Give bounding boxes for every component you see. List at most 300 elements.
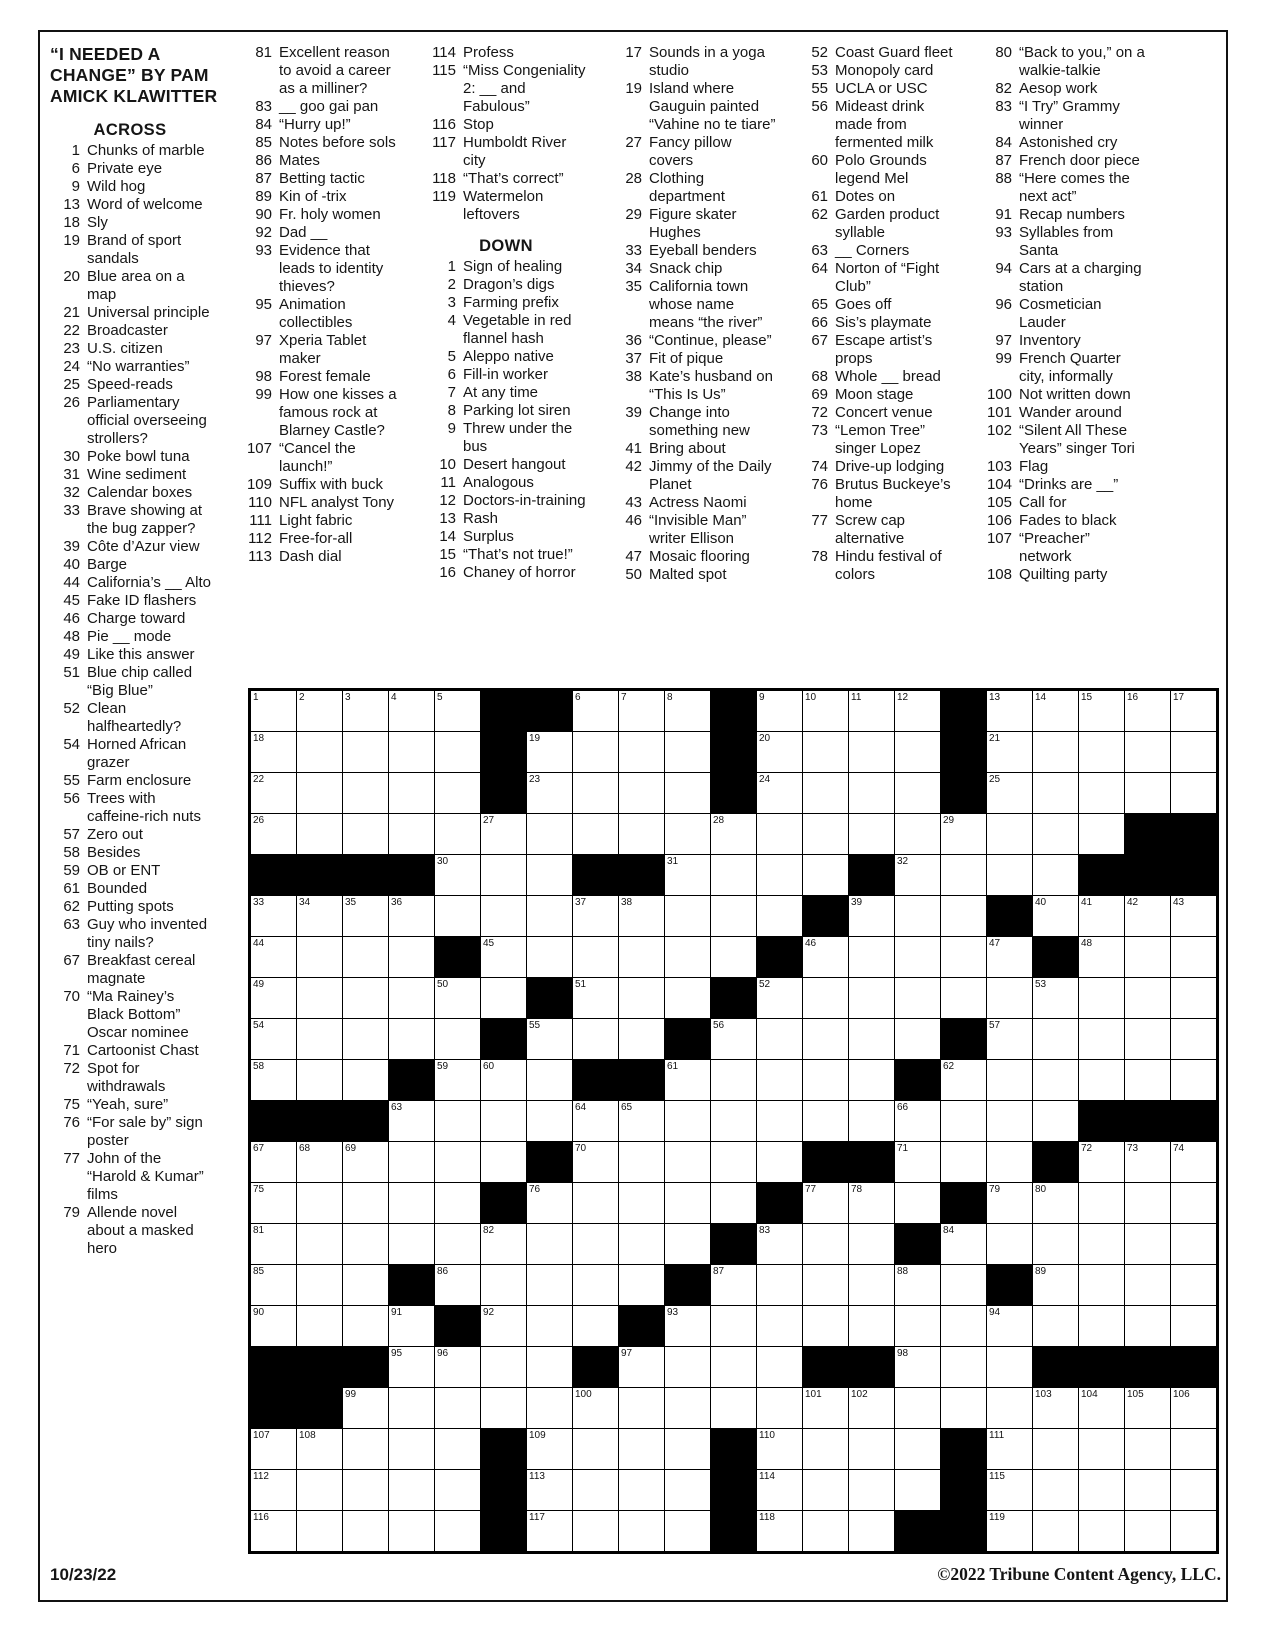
grid-cell[interactable]	[251, 1060, 296, 1100]
grid-cell[interactable]	[343, 732, 388, 772]
grid-cell[interactable]	[1171, 896, 1216, 936]
grid-cell[interactable]	[1079, 978, 1124, 1018]
grid-cell[interactable]	[1171, 937, 1216, 977]
grid-cell[interactable]	[665, 896, 710, 936]
grid-cell[interactable]	[435, 1101, 480, 1141]
grid-cell[interactable]	[987, 1347, 1032, 1387]
grid-cell[interactable]	[389, 1306, 434, 1346]
grid-cell[interactable]	[849, 1470, 894, 1510]
grid-cell[interactable]	[435, 896, 480, 936]
grid-cell[interactable]	[1033, 1306, 1078, 1346]
grid-cell[interactable]	[389, 732, 434, 772]
grid-cell[interactable]	[803, 1388, 848, 1428]
grid-cell[interactable]	[803, 855, 848, 895]
grid-cell[interactable]	[343, 1183, 388, 1223]
grid-cell[interactable]	[665, 1511, 710, 1551]
grid-cell[interactable]	[941, 1388, 986, 1428]
grid-cell[interactable]	[527, 1511, 572, 1551]
grid-cell[interactable]	[389, 1429, 434, 1469]
grid-cell[interactable]	[297, 1306, 342, 1346]
grid-cell[interactable]	[757, 773, 802, 813]
grid-cell[interactable]	[941, 1306, 986, 1346]
grid-cell[interactable]	[849, 691, 894, 731]
grid-cell[interactable]	[251, 1183, 296, 1223]
grid-cell[interactable]	[1125, 1511, 1170, 1551]
grid-cell[interactable]	[895, 1019, 940, 1059]
grid-cell[interactable]	[941, 1265, 986, 1305]
grid-cell[interactable]	[987, 732, 1032, 772]
grid-cell[interactable]	[987, 691, 1032, 731]
grid-cell[interactable]	[481, 978, 526, 1018]
grid-cell[interactable]	[1125, 1429, 1170, 1469]
grid-cell[interactable]	[251, 814, 296, 854]
grid-cell[interactable]	[1033, 1429, 1078, 1469]
grid-cell[interactable]	[527, 1306, 572, 1346]
grid-cell[interactable]	[527, 1101, 572, 1141]
grid-cell[interactable]	[757, 855, 802, 895]
grid-cell[interactable]	[389, 1019, 434, 1059]
grid-cell[interactable]	[481, 1060, 526, 1100]
grid-cell[interactable]	[1033, 732, 1078, 772]
grid-cell[interactable]	[619, 1470, 664, 1510]
grid-cell[interactable]	[251, 978, 296, 1018]
grid-cell[interactable]	[895, 978, 940, 1018]
grid-cell[interactable]	[665, 1470, 710, 1510]
grid-cell[interactable]	[1125, 978, 1170, 1018]
grid-cell[interactable]	[849, 1511, 894, 1551]
grid-cell[interactable]	[987, 1470, 1032, 1510]
grid-cell[interactable]	[1079, 1306, 1124, 1346]
grid-cell[interactable]	[987, 814, 1032, 854]
grid-cell[interactable]	[1033, 814, 1078, 854]
grid-cell[interactable]	[757, 1060, 802, 1100]
grid-cell[interactable]	[389, 1224, 434, 1264]
grid-cell[interactable]	[527, 732, 572, 772]
grid-cell[interactable]	[895, 1470, 940, 1510]
grid-cell[interactable]	[527, 773, 572, 813]
grid-cell[interactable]	[573, 814, 618, 854]
grid-cell[interactable]	[481, 1306, 526, 1346]
grid-cell[interactable]	[573, 773, 618, 813]
grid-cell[interactable]	[389, 896, 434, 936]
grid-cell[interactable]	[573, 1429, 618, 1469]
grid-cell[interactable]	[619, 1429, 664, 1469]
grid-cell[interactable]	[619, 1265, 664, 1305]
grid-cell[interactable]	[527, 1347, 572, 1387]
grid-cell[interactable]	[987, 1101, 1032, 1141]
grid-cell[interactable]	[665, 1429, 710, 1469]
grid-cell[interactable]	[297, 773, 342, 813]
grid-cell[interactable]	[573, 1306, 618, 1346]
grid-cell[interactable]	[1171, 1429, 1216, 1469]
grid-cell[interactable]	[941, 1224, 986, 1264]
grid-cell[interactable]	[1125, 691, 1170, 731]
grid-cell[interactable]	[343, 814, 388, 854]
grid-cell[interactable]	[1171, 1388, 1216, 1428]
grid-cell[interactable]	[527, 1019, 572, 1059]
grid-cell[interactable]	[849, 937, 894, 977]
grid-cell[interactable]	[481, 1101, 526, 1141]
grid-cell[interactable]	[389, 1142, 434, 1182]
grid-cell[interactable]	[1125, 732, 1170, 772]
grid-cell[interactable]	[1033, 855, 1078, 895]
grid-cell[interactable]	[895, 691, 940, 731]
grid-cell[interactable]	[481, 814, 526, 854]
grid-cell[interactable]	[435, 1183, 480, 1223]
grid-cell[interactable]	[1079, 1388, 1124, 1428]
grid-cell[interactable]	[895, 1265, 940, 1305]
grid-cell[interactable]	[297, 896, 342, 936]
grid-cell[interactable]	[389, 1183, 434, 1223]
grid-cell[interactable]	[1171, 691, 1216, 731]
grid-cell[interactable]	[711, 896, 756, 936]
grid-cell[interactable]	[987, 1511, 1032, 1551]
grid-cell[interactable]	[757, 691, 802, 731]
grid-cell[interactable]	[1171, 1265, 1216, 1305]
grid-cell[interactable]	[803, 1470, 848, 1510]
grid-cell[interactable]	[665, 1306, 710, 1346]
grid-cell[interactable]	[1079, 1429, 1124, 1469]
grid-cell[interactable]	[803, 978, 848, 1018]
grid-cell[interactable]	[481, 937, 526, 977]
grid-cell[interactable]	[1079, 896, 1124, 936]
grid-cell[interactable]	[343, 1142, 388, 1182]
grid-cell[interactable]	[435, 1142, 480, 1182]
grid-cell[interactable]	[573, 1470, 618, 1510]
grid-cell[interactable]	[527, 814, 572, 854]
grid-cell[interactable]	[619, 691, 664, 731]
grid-cell[interactable]	[1033, 1265, 1078, 1305]
grid-cell[interactable]	[1079, 937, 1124, 977]
grid-cell[interactable]	[619, 814, 664, 854]
grid-cell[interactable]	[1171, 1060, 1216, 1100]
grid-cell[interactable]	[435, 1388, 480, 1428]
grid-cell[interactable]	[527, 1429, 572, 1469]
grid-cell[interactable]	[297, 1265, 342, 1305]
grid-cell[interactable]	[757, 814, 802, 854]
grid-cell[interactable]	[435, 732, 480, 772]
grid-cell[interactable]	[389, 1470, 434, 1510]
grid-cell[interactable]	[987, 1060, 1032, 1100]
grid-cell[interactable]	[481, 1142, 526, 1182]
grid-cell[interactable]	[1079, 1224, 1124, 1264]
grid-cell[interactable]	[251, 896, 296, 936]
grid-cell[interactable]	[849, 896, 894, 936]
grid-cell[interactable]	[435, 1511, 480, 1551]
grid-cell[interactable]	[619, 1511, 664, 1551]
grid-cell[interactable]	[1125, 773, 1170, 813]
grid-cell[interactable]	[987, 978, 1032, 1018]
grid-cell[interactable]	[665, 937, 710, 977]
grid-cell[interactable]	[573, 896, 618, 936]
grid-cell[interactable]	[1171, 773, 1216, 813]
grid-cell[interactable]	[1125, 1224, 1170, 1264]
grid-cell[interactable]	[343, 773, 388, 813]
grid-cell[interactable]	[665, 978, 710, 1018]
grid-cell[interactable]	[343, 1388, 388, 1428]
grid-cell[interactable]	[665, 855, 710, 895]
grid-cell[interactable]	[251, 732, 296, 772]
grid-cell[interactable]	[895, 732, 940, 772]
grid-cell[interactable]	[711, 1265, 756, 1305]
grid-cell[interactable]	[849, 1183, 894, 1223]
grid-cell[interactable]	[343, 1060, 388, 1100]
grid-cell[interactable]	[665, 1388, 710, 1428]
grid-cell[interactable]	[1033, 1511, 1078, 1551]
grid-cell[interactable]	[711, 1306, 756, 1346]
grid-cell[interactable]	[941, 978, 986, 1018]
grid-cell[interactable]	[481, 896, 526, 936]
grid-cell[interactable]	[481, 855, 526, 895]
grid-cell[interactable]	[1171, 1306, 1216, 1346]
grid-cell[interactable]	[941, 855, 986, 895]
grid-cell[interactable]	[619, 1183, 664, 1223]
grid-cell[interactable]	[573, 1142, 618, 1182]
grid-cell[interactable]	[527, 896, 572, 936]
grid-cell[interactable]	[343, 1429, 388, 1469]
grid-cell[interactable]	[389, 773, 434, 813]
grid-cell[interactable]	[757, 1470, 802, 1510]
grid-cell[interactable]	[435, 1470, 480, 1510]
grid-cell[interactable]	[251, 1470, 296, 1510]
grid-cell[interactable]	[895, 1183, 940, 1223]
grid-cell[interactable]	[1125, 1306, 1170, 1346]
grid-cell[interactable]	[665, 1060, 710, 1100]
grid-cell[interactable]	[527, 1060, 572, 1100]
grid-cell[interactable]	[527, 1183, 572, 1223]
grid-cell[interactable]	[343, 691, 388, 731]
grid-cell[interactable]	[987, 1388, 1032, 1428]
grid-cell[interactable]	[1125, 937, 1170, 977]
grid-cell[interactable]	[251, 1019, 296, 1059]
grid-cell[interactable]	[389, 1388, 434, 1428]
grid-cell[interactable]	[665, 814, 710, 854]
grid-cell[interactable]	[941, 937, 986, 977]
grid-cell[interactable]	[1033, 1388, 1078, 1428]
grid-cell[interactable]	[1079, 1060, 1124, 1100]
grid-cell[interactable]	[251, 1429, 296, 1469]
grid-cell[interactable]	[849, 1265, 894, 1305]
grid-cell[interactable]	[757, 732, 802, 772]
grid-cell[interactable]	[1079, 1470, 1124, 1510]
grid-cell[interactable]	[1033, 1224, 1078, 1264]
grid-cell[interactable]	[895, 1101, 940, 1141]
grid-cell[interactable]	[1079, 1019, 1124, 1059]
grid-cell[interactable]	[1033, 1183, 1078, 1223]
grid-cell[interactable]	[757, 1306, 802, 1346]
grid-cell[interactable]	[1171, 1511, 1216, 1551]
grid-cell[interactable]	[251, 773, 296, 813]
grid-cell[interactable]	[573, 1388, 618, 1428]
grid-cell[interactable]	[343, 1306, 388, 1346]
grid-cell[interactable]	[895, 1306, 940, 1346]
grid-cell[interactable]	[435, 1224, 480, 1264]
grid-cell[interactable]	[389, 1101, 434, 1141]
grid-cell[interactable]	[1079, 1183, 1124, 1223]
grid-cell[interactable]	[803, 1183, 848, 1223]
grid-cell[interactable]	[481, 1224, 526, 1264]
grid-cell[interactable]	[297, 1511, 342, 1551]
grid-cell[interactable]	[1125, 1183, 1170, 1223]
grid-cell[interactable]	[297, 691, 342, 731]
grid-cell[interactable]	[849, 1388, 894, 1428]
grid-cell[interactable]	[619, 1101, 664, 1141]
grid-cell[interactable]	[619, 896, 664, 936]
grid-cell[interactable]	[941, 896, 986, 936]
grid-cell[interactable]	[1171, 1183, 1216, 1223]
grid-cell[interactable]	[665, 732, 710, 772]
grid-cell[interactable]	[573, 1511, 618, 1551]
grid-cell[interactable]	[297, 1429, 342, 1469]
grid-cell[interactable]	[711, 1060, 756, 1100]
grid-cell[interactable]	[711, 1347, 756, 1387]
grid-cell[interactable]	[251, 1142, 296, 1182]
grid-cell[interactable]	[711, 1183, 756, 1223]
grid-cell[interactable]	[251, 937, 296, 977]
grid-cell[interactable]	[987, 773, 1032, 813]
grid-cell[interactable]	[849, 773, 894, 813]
grid-cell[interactable]	[849, 1306, 894, 1346]
grid-cell[interactable]	[481, 1347, 526, 1387]
grid-cell[interactable]	[803, 1101, 848, 1141]
grid-cell[interactable]	[665, 1347, 710, 1387]
grid-cell[interactable]	[803, 1224, 848, 1264]
grid-cell[interactable]	[1171, 1019, 1216, 1059]
grid-cell[interactable]	[665, 1101, 710, 1141]
grid-cell[interactable]	[619, 773, 664, 813]
grid-cell[interactable]	[757, 1511, 802, 1551]
grid-cell[interactable]	[1125, 1388, 1170, 1428]
grid-cell[interactable]	[297, 937, 342, 977]
grid-cell[interactable]	[895, 1142, 940, 1182]
grid-cell[interactable]	[803, 732, 848, 772]
grid-cell[interactable]	[481, 1388, 526, 1428]
grid-cell[interactable]	[987, 1142, 1032, 1182]
grid-cell[interactable]	[1033, 691, 1078, 731]
grid-cell[interactable]	[849, 732, 894, 772]
grid-cell[interactable]	[987, 1224, 1032, 1264]
grid-cell[interactable]	[849, 1019, 894, 1059]
grid-cell[interactable]	[1079, 773, 1124, 813]
grid-cell[interactable]	[573, 1265, 618, 1305]
grid-cell[interactable]	[619, 978, 664, 1018]
grid-cell[interactable]	[343, 937, 388, 977]
grid-cell[interactable]	[297, 1224, 342, 1264]
grid-cell[interactable]	[849, 978, 894, 1018]
grid-cell[interactable]	[803, 773, 848, 813]
grid-cell[interactable]	[297, 1183, 342, 1223]
grid-cell[interactable]	[251, 1511, 296, 1551]
grid-cell[interactable]	[573, 937, 618, 977]
grid-cell[interactable]	[619, 1347, 664, 1387]
grid-cell[interactable]	[527, 1470, 572, 1510]
grid-cell[interactable]	[757, 1347, 802, 1387]
grid-cell[interactable]	[941, 1101, 986, 1141]
grid-cell[interactable]	[895, 855, 940, 895]
grid-cell[interactable]	[1171, 1142, 1216, 1182]
grid-cell[interactable]	[435, 1347, 480, 1387]
grid-cell[interactable]	[803, 1306, 848, 1346]
grid-cell[interactable]	[619, 1388, 664, 1428]
grid-cell[interactable]	[619, 1142, 664, 1182]
grid-cell[interactable]	[895, 1429, 940, 1469]
grid-cell[interactable]	[435, 691, 480, 731]
grid-cell[interactable]	[435, 1060, 480, 1100]
grid-cell[interactable]	[895, 1347, 940, 1387]
grid-cell[interactable]	[1033, 773, 1078, 813]
grid-cell[interactable]	[757, 978, 802, 1018]
grid-cell[interactable]	[343, 1470, 388, 1510]
grid-cell[interactable]	[803, 1019, 848, 1059]
grid-cell[interactable]	[481, 1265, 526, 1305]
grid-cell[interactable]	[619, 1224, 664, 1264]
grid-cell[interactable]	[573, 691, 618, 731]
grid-cell[interactable]	[987, 855, 1032, 895]
grid-cell[interactable]	[389, 814, 434, 854]
grid-cell[interactable]	[757, 1429, 802, 1469]
grid-cell[interactable]	[895, 1388, 940, 1428]
grid-cell[interactable]	[849, 814, 894, 854]
grid-cell[interactable]	[665, 1142, 710, 1182]
grid-cell[interactable]	[849, 1224, 894, 1264]
grid-cell[interactable]	[573, 1224, 618, 1264]
grid-cell[interactable]	[1033, 1101, 1078, 1141]
grid-cell[interactable]	[573, 1101, 618, 1141]
grid-cell[interactable]	[987, 1183, 1032, 1223]
grid-cell[interactable]	[941, 1060, 986, 1100]
grid-cell[interactable]	[665, 691, 710, 731]
grid-cell[interactable]	[849, 1060, 894, 1100]
grid-cell[interactable]	[297, 814, 342, 854]
grid-cell[interactable]	[343, 1511, 388, 1551]
grid-cell[interactable]	[711, 1101, 756, 1141]
grid-cell[interactable]	[1033, 896, 1078, 936]
grid-cell[interactable]	[757, 1142, 802, 1182]
grid-cell[interactable]	[1079, 691, 1124, 731]
grid-cell[interactable]	[665, 773, 710, 813]
grid-cell[interactable]	[987, 1019, 1032, 1059]
grid-cell[interactable]	[619, 1019, 664, 1059]
grid-cell[interactable]	[1171, 732, 1216, 772]
grid-cell[interactable]	[619, 937, 664, 977]
grid-cell[interactable]	[1033, 978, 1078, 1018]
grid-cell[interactable]	[1125, 896, 1170, 936]
grid-cell[interactable]	[343, 978, 388, 1018]
grid-cell[interactable]	[435, 1265, 480, 1305]
grid-cell[interactable]	[527, 1224, 572, 1264]
grid-cell[interactable]	[389, 691, 434, 731]
grid-cell[interactable]	[987, 937, 1032, 977]
grid-cell[interactable]	[941, 1347, 986, 1387]
grid-cell[interactable]	[343, 1224, 388, 1264]
grid-cell[interactable]	[757, 1224, 802, 1264]
grid-cell[interactable]	[849, 1429, 894, 1469]
grid-cell[interactable]	[803, 937, 848, 977]
grid-cell[interactable]	[1171, 1470, 1216, 1510]
grid-cell[interactable]	[1171, 978, 1216, 1018]
grid-cell[interactable]	[849, 1101, 894, 1141]
grid-cell[interactable]	[1033, 1019, 1078, 1059]
grid-cell[interactable]	[987, 1306, 1032, 1346]
grid-cell[interactable]	[389, 1347, 434, 1387]
grid-cell[interactable]	[757, 1101, 802, 1141]
grid-cell[interactable]	[711, 1142, 756, 1182]
grid-cell[interactable]	[711, 1019, 756, 1059]
grid-cell[interactable]	[757, 1265, 802, 1305]
grid-cell[interactable]	[573, 1183, 618, 1223]
grid-cell[interactable]	[1125, 1019, 1170, 1059]
grid-cell[interactable]	[435, 773, 480, 813]
